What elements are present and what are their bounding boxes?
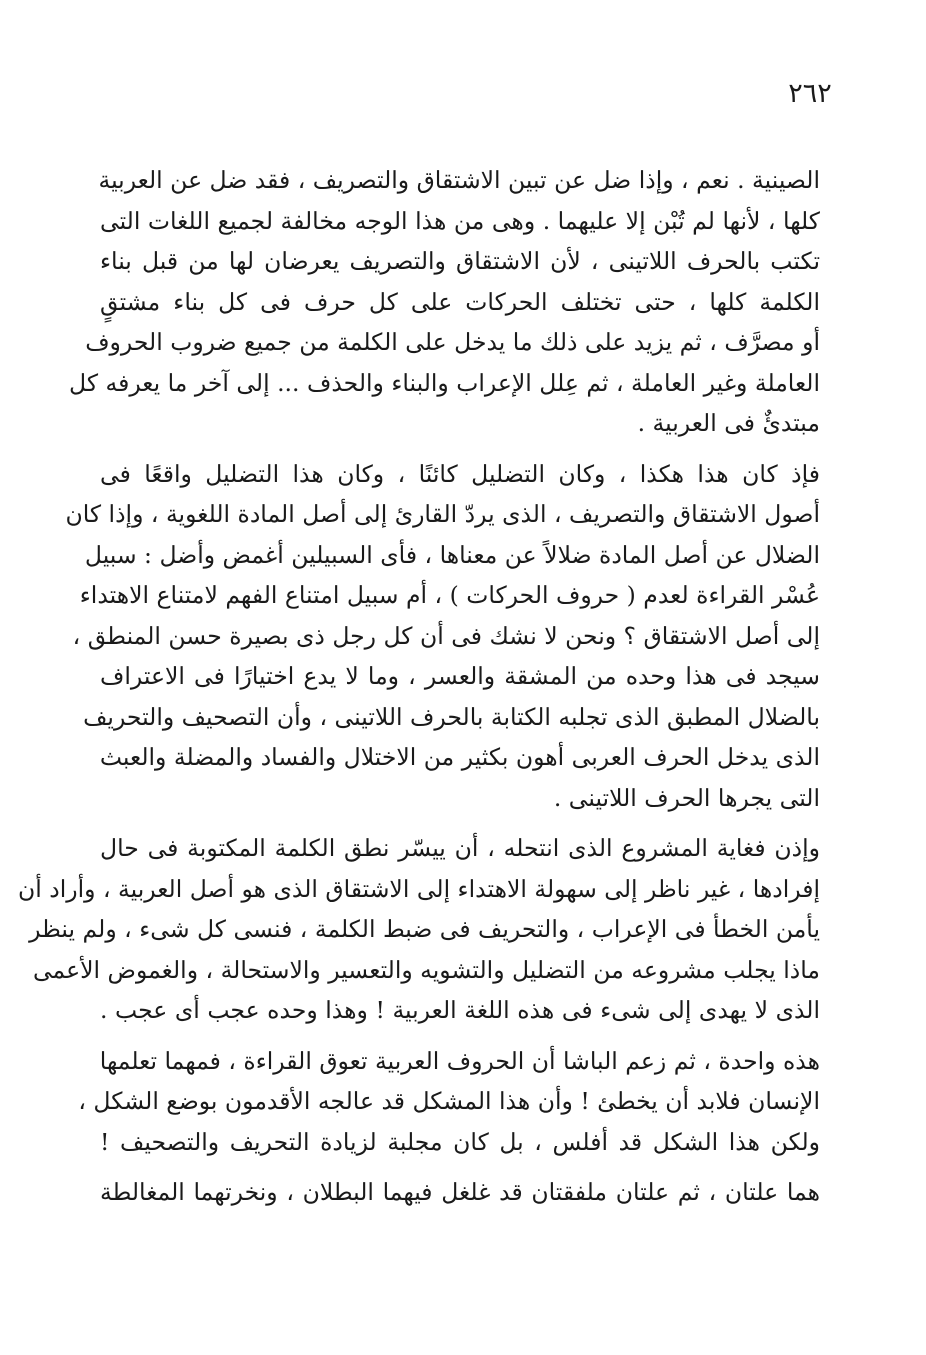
text-line: هما علتان ، ثم علتان ملفقتان قد غلغل فيهما البطلان ، ونخرتهما المغالطة [100, 1178, 820, 1206]
text-line: الإنسان فلابد أن يخطئ ! وأن هذا المشكل قد عالجه الأقدمون بوضع الشكل ، [78, 1087, 820, 1115]
text-line: مبتدئٌ فى العربية . [637, 409, 820, 437]
text-line: سيجد فى هذا وحده من المشقة والعسر ، وما لا يدع اختيارًا فى الاعتراف [100, 662, 820, 690]
paragraph-5 [100, 1172, 820, 1213]
paragraph-2 [65, 454, 820, 819]
text-line: أصول الاشتقاق والتصريف ، الذى يردّ القارئ إلى أصل المادة اللغوية ، وإذا كان [65, 500, 820, 528]
text-line: إفرادها ، غير ناظر إلى سهولة الاهتداء إلى الاشتقاق الذى هو أصل العربية ، وأراد أن [18, 874, 820, 903]
text-line: عُسْر القراءة لعدم ( حروف الحركات ) ، أم سبيل امتناع الفهم لامتناع الاهتداء [79, 581, 820, 609]
text-line: أو مصرَّف ، ثم يزيد على ذلك ما يدخل على الكلمة من جميع ضروب الحروف [85, 328, 820, 356]
text-line: الصينية . نعم ، وإذا ضل عن تبين الاشتقاق والتصريف ، فقد ضل عن العربية [98, 166, 820, 194]
page-number: ٢٦٢ [788, 78, 832, 109]
paragraph-3 [18, 828, 820, 1031]
text-line: العاملة وغير العاملة ، ثم عِلل الإعراب والبناء والحذف ... إلى آخر ما يعرفه كل [69, 368, 820, 397]
text-line: بالضلال المطبق الذى تجلبه الكتابة بالحرف اللاتينى ، وأن التصحيف والتحريف [83, 702, 820, 731]
text-line: كلها ، لأنها لم تُبْن إلا عليهما . وهى من هذا الوجه مخالفة لجميع اللغات التى [100, 206, 820, 235]
text-line: الكلمة كلها ، حتى تختلف الحركات على كل حرف فى كل بناء مشتقٍ [100, 287, 820, 316]
text-line: إلى أصل الاشتقاق ؟ ونحن لا نشك فى أن كل رجل ذى بصيرة حسن المنطق ، [72, 621, 820, 650]
text-line: الضلال عن أصل المادة ضلالاً عن معناها ، فأى السبيلين أغمض وأضل : سبيل [84, 540, 820, 569]
text-line: هذه واحدة ، ثم زعم الباشا أن الحروف العربية تعوق القراءة ، فمهما تعلمها [99, 1046, 820, 1075]
text-line: ماذا يجلب مشروعه من التضليل والتشويه والتعسير والاستحالة ، والغموض الأعمى [32, 955, 820, 984]
text-line: وإذن فغاية المشروع الذى انتحله ، أن ييسّر نطق الكلمة المكتوبة فى حال [100, 834, 820, 862]
text-line: ولكن هذا الشكل قد أفلس ، بل كان مجلبة لزيادة التحريف والتصحيف ! [100, 1127, 820, 1156]
paragraph-1 [69, 160, 820, 444]
text-line: يأمن الخطأ فى الإعراب ، والتحريف فى ضبط الكلمة ، فنسى كل شىء ، ولم ينظر [29, 915, 820, 943]
paragraph-4 [78, 1041, 820, 1163]
text-line: الذى يدخل الحرف العربى أهون بكثير من الاختلال والفساد والمضلة والعبث [99, 743, 820, 771]
text-line: التى يجرها الحرف اللاتينى . [553, 783, 820, 812]
body-text [18, 160, 820, 1213]
text-line: فإذ كان هذا هكذا ، وكان التضليل كائنًا ، وكان هذا التضليل واقعًا فى [100, 459, 820, 488]
text-line: الذى لا يهدى إلى شىء فى هذه اللغة العربية ! وهذا وحده عجب أى عجب . [100, 996, 820, 1024]
text-line: تكتب بالحرف اللاتينى ، لأن الاشتقاق والتصريف يعرضان لها من قبل بناء [100, 247, 820, 275]
